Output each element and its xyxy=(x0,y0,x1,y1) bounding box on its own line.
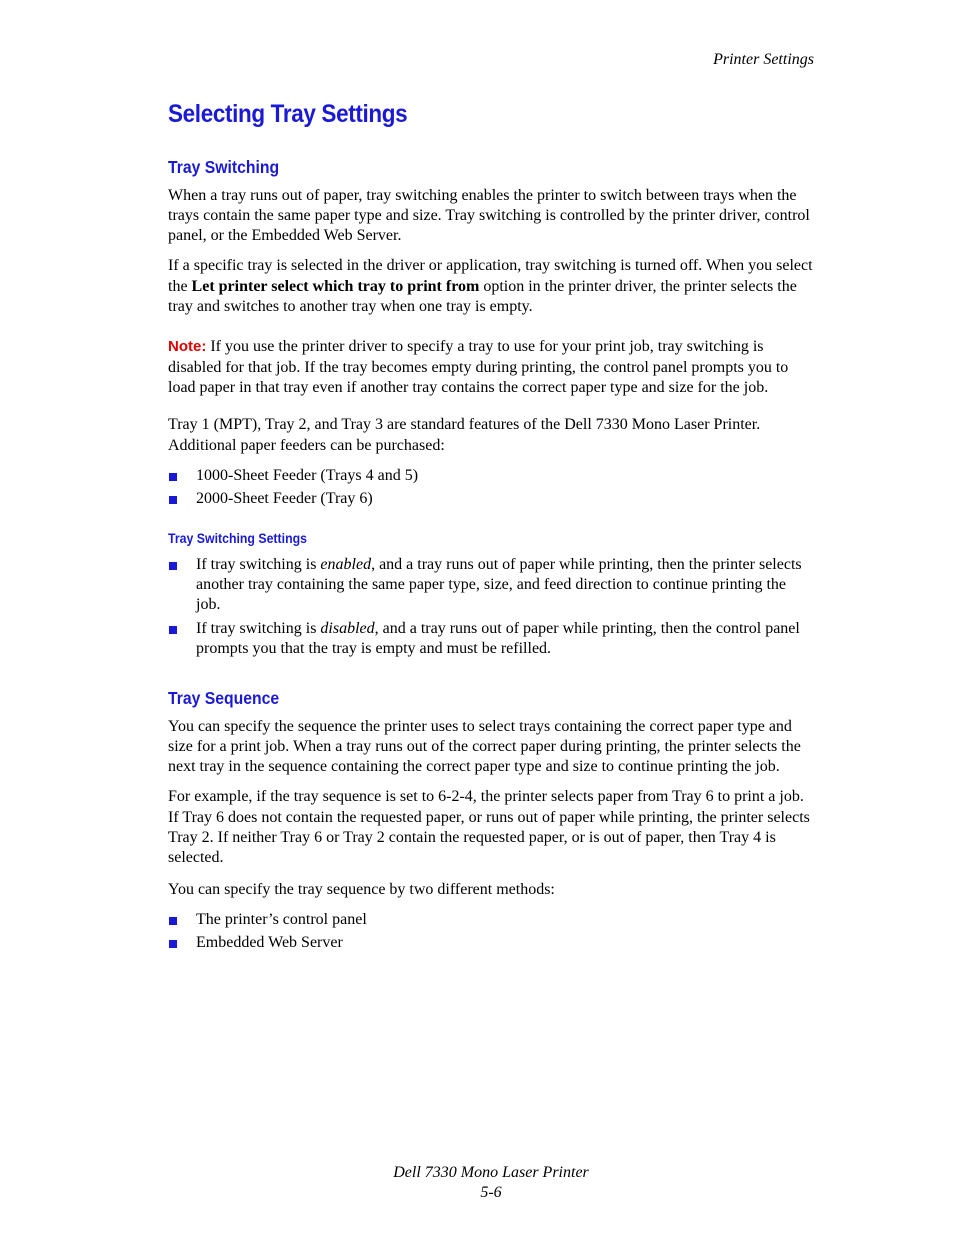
feeder-list xyxy=(168,466,814,510)
page-content xyxy=(168,100,814,954)
option-name: Let printer select which tray to print from xyxy=(191,277,480,295)
note-label: Note: xyxy=(168,338,207,356)
bullet-icon xyxy=(169,940,177,948)
item-text: , and a tray runs out of paper while printing, then the printer selects another tray containing the same paper type, size, and feed direction to continue printing the job. xyxy=(196,555,802,614)
running-header: Printer Settings xyxy=(713,51,814,68)
heading-tray-switching-settings: Tray Switching Settings xyxy=(168,530,307,547)
tray-switching-para1: When a tray runs out of paper, tray switching enables the printer to switch between trays when the trays contain the same paper type and size. Tray switching is controlled by the printer driver, control panel, or the Embedded Web Server. xyxy=(168,186,810,245)
section-title: Selecting Tray Settings xyxy=(168,100,408,128)
note-text: If you use the printer driver to specify a tray to use for your print job, tray switching is disabled for that job. If the tray becomes empty during printing, the control panel prompts you to load paper in that tray even if another tray contains the correct paper type and size for the job. xyxy=(168,338,789,396)
list-item xyxy=(168,466,814,486)
bullet-icon xyxy=(169,496,177,504)
list-item-text: 2000-Sheet Feeder (Tray 6) xyxy=(196,490,373,508)
bullet-icon xyxy=(169,626,177,634)
note xyxy=(168,337,814,398)
list-item xyxy=(168,555,814,616)
methods-list xyxy=(168,910,814,954)
footer-page-number: 5-6 xyxy=(480,1184,502,1201)
tray-switching-para3: Tray 1 (MPT), Tray 2, and Tray 3 are standard features of the Dell 7330 Mono Laser Printer. Additional paper feeders can be purchased: xyxy=(168,416,761,454)
item-emphasis: disabled xyxy=(320,619,375,637)
list-item xyxy=(168,489,814,509)
para2-text-before: If a specific tray is selected in the driver or application, tray switching is turned off. When you select the xyxy=(168,257,813,295)
list-item-text: Embedded Web Server xyxy=(196,934,343,952)
bullet-icon xyxy=(169,473,177,481)
heading-tray-switching: Tray Switching xyxy=(168,157,280,178)
list-item xyxy=(168,910,814,930)
bullet-icon xyxy=(169,562,177,570)
list-item xyxy=(168,619,814,660)
list-item-text: The printer’s control panel xyxy=(196,910,367,928)
list-item-text: 1000-Sheet Feeder (Trays 4 and 5) xyxy=(196,466,419,484)
heading-tray-sequence: Tray Sequence xyxy=(168,688,280,709)
tray-sequence-para2: For example, if the tray sequence is set to 6-2-4, the printer selects paper from Tray 6 to print a job. If Tray 6 does not contain the requested paper, or runs out of paper while printing, the printer selects Tray 2. If neither Tray 6 or Tray 2 contain the requested paper, or is out of paper, then Tray 4 is selected. xyxy=(168,788,810,867)
bullet-icon xyxy=(169,917,177,925)
settings-list xyxy=(168,555,814,659)
para2-text-after: option in the printer driver, the printer selects the tray and switches to another tray when one tray is empty. xyxy=(168,277,797,316)
tray-sequence-para3: You can specify the tray sequence by two different methods: xyxy=(168,880,555,898)
tray-sequence-para1: You can specify the sequence the printer uses to select trays containing the correct paper type and size for a print job. When a tray runs out of the correct paper during printing, the printer selects the next tray in the sequence containing the correct paper type and size to continue printing the job. xyxy=(168,717,801,776)
item-emphasis: enabled xyxy=(320,555,372,573)
item-text: If tray switching is xyxy=(196,619,321,637)
item-text: If tray switching is xyxy=(196,555,321,573)
item-text: , and a tray runs out of paper while printing, then the control panel prompts you that the tray is empty and must be refilled. xyxy=(196,619,800,657)
list-item xyxy=(168,933,814,953)
page-footer xyxy=(0,1163,954,1203)
footer-product: Dell 7330 Mono Laser Printer xyxy=(393,1164,589,1181)
tray-switching-para2 xyxy=(168,256,814,317)
